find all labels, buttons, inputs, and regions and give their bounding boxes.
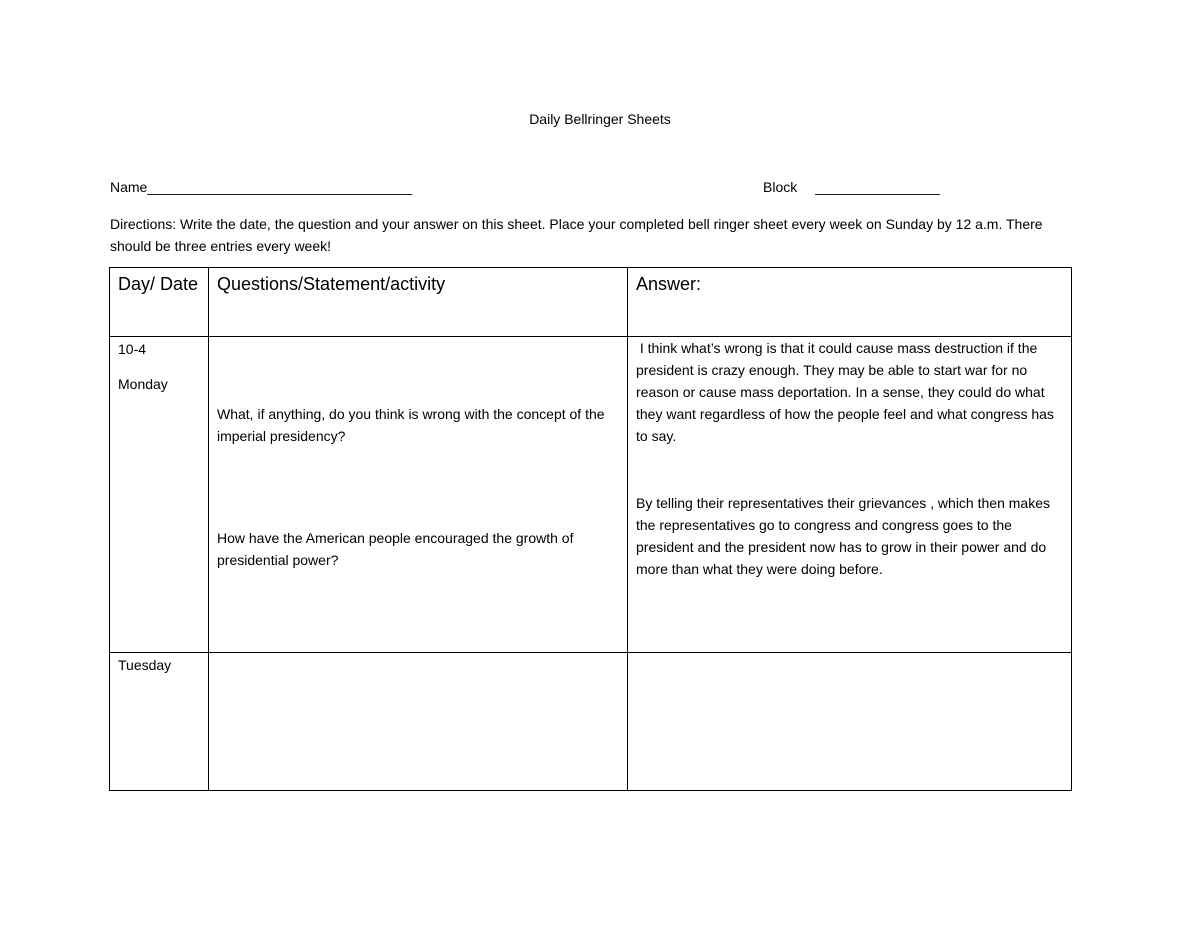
answer-2: By telling their representatives their grievances , which then makes the representatives go to congress and congress goes to the president and the president now has to grow in their power and do more than what they were doing before. [636,495,1054,577]
bellringer-table [109,267,1072,791]
block-blank: ________________ [815,179,940,195]
question-cell [209,337,628,653]
answer-1: I think what’s wrong is that it could cause mass destruction if the president is crazy enough. They may be able to start war for no reason or cause mass deportation. In a sense, they could do what they want regardless of how the people feel and what congress has to say. [636,340,1058,444]
day-cell [110,653,209,791]
entry-day: Tuesday [118,657,172,673]
block-field-line [763,179,940,195]
question-cell-empty [209,653,628,791]
directions-text: Directions: Write the date, the question and your answer on this sheet. Place your completed bell ringer sheet every week on Sunday by 12 a.m. There should be three entries every week! [110,216,1043,254]
header-day-date: Day/ Date [110,268,209,337]
table-row-monday [110,337,1072,653]
header-answer: Answer: [628,268,1072,337]
block-label: Block [763,179,798,195]
answer-cell [628,337,1072,653]
table-row-tuesday [110,653,1072,791]
page-title: Daily Bellringer Sheets [529,111,671,127]
header-question: Questions/Statement/activity [209,268,628,337]
day-cell [110,337,209,653]
answer-cell-empty [628,653,1072,791]
question-2: How have the American people encouraged the growth of presidential power? [217,530,574,568]
entry-day: Monday [118,376,168,392]
question-1: What, if anything, do you think is wrong with the concept of the imperial presidency? [217,406,605,444]
table-header-row [110,268,1072,337]
entry-date: 10-4 [118,341,147,357]
name-field-line: Name__________________________________ [110,179,413,195]
